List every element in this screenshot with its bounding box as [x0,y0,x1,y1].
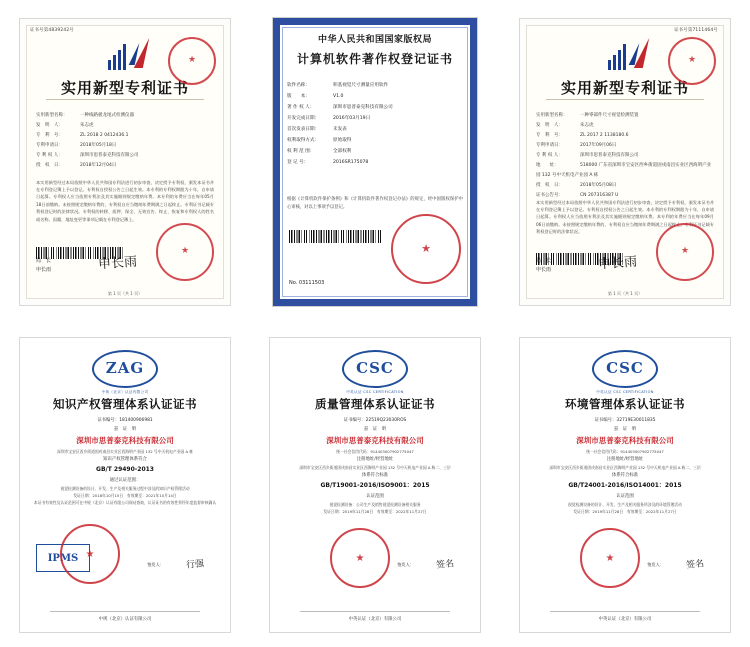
certificate-title: 环境管理体系认证证书 [565,397,685,411]
gallery-cell-3[interactable] [500,0,750,323]
logo-subtitle: 中英认证 CSC CERTIFICATION [346,390,404,394]
certificate-utility-model-patent-2[interactable] [519,18,731,306]
csc-logo-icon: CSC 中英认证 CSC CERTIFICATION [270,350,480,395]
body-line: 认证范围 [616,494,634,499]
official-seal: ★ [330,528,390,588]
certificate-quality-management-system[interactable] [269,337,481,633]
certificate-environment-management-system[interactable] [519,337,731,633]
certificate-body [282,416,468,515]
gallery-cell-4[interactable] [0,323,250,647]
logo-subtitle: 中英认证 CSC CERTIFICATION [596,390,654,394]
certificate-body [32,416,218,506]
scope-text: 视觉检测设备：公司生产及销售视觉检测设备相关服务 [329,502,421,507]
certificate-title: 计算机软件著作权登记证书 [296,51,453,66]
certificate-serial-number: 证书号第4839242号 [30,27,74,33]
gallery-cell-6[interactable] [500,323,750,647]
title-divider [46,99,204,100]
csc-logo-icon: CSC 中英认证 CSC CERTIFICATION [520,350,730,395]
certificate-body-text: 本实用新型经过本局依照中华人民共和国专利法进行初步审查，决定授予专利权，颁发本证书并在专利登记簿上予以登记。专利权自授权公告之日起生效。本专利的专利权期限为十年，自申请日起算。专利权人应当依照专利法及其实施细则规定缴纳年费。本专利的年费应当在每年09月06日前缴纳。未按照规定缴纳年费的，专利权自应当缴纳年费期满之日起终止。专利证书记载专利权登记时的法律状况。 [536,199,714,235]
page-number: 第 1 页（共 1 页） [607,290,643,296]
field-row: 实用新型名称： 一种线路板龙尾式检测仪器 [36,112,134,118]
validity-dates: 发证日期：2019年11月28日 有效期至：2022年11月27日 [573,509,677,514]
certificate-utility-model-patent-1[interactable] [19,18,231,306]
body-line: 注册地址/经营地址 [606,457,644,462]
field-row: 专 利 号： ZL 2018 2 0412436.1 [36,132,129,138]
official-seal-top: ★ [168,37,216,85]
issuer-footer: 中英认证（北京）有限公司 [520,611,730,622]
certificate-fields [287,80,463,168]
certificate-title: 实用新型专利证书 [60,78,189,97]
title-divider [546,99,704,100]
body-line: 体系符合标准 [361,473,389,478]
ipms-badge: IPMS [36,544,90,572]
certificate-title: 知识产权管理体系认证证书 [53,397,197,411]
official-seal: ★ [580,528,640,588]
field-row: 专 利 权 人： 深圳市思普泰克科技有限公司 [536,152,639,158]
company-name: 深圳市思普泰克科技有限公司 [576,436,674,445]
certificate-body [532,416,718,515]
field-row: 版 本： V1.0 [287,93,344,99]
certificate-fields [536,111,714,201]
body-line: 通过认证范围： [109,478,141,483]
field-row: 登 记 号： 2016SR175078 [287,159,369,165]
field-row: 地 址： 518000 广东省深圳市宝安区西乡街道固戍南昌实业区西海明产业园 132 号中天机电产业园 A 栋 [536,162,712,178]
company-name: 深圳市思普泰克科技有限公司 [76,436,174,445]
logo-subtitle: 中规（北京）认证有限公司 [101,390,149,394]
field-row: 开发完成日期： 2016年03月19日 [287,115,371,121]
scope-text: 视觉检测设备的设计、开发、生产及相关服务所涉及的环境管理活动 [568,502,682,507]
scope-text: 视觉检测设备的设计、开发、生产及相关服务过程中涉及的知识产权管理活动 [60,486,190,491]
body-line: 兹 证 明 [364,427,386,432]
credit-code: 统一社会信用代码：914403007902775047 [586,449,664,454]
official-seal-top: ★ [668,37,716,85]
issuer-footer: 中规（北京）认证有限公司 [20,611,230,622]
standard-code: GB/T 29490-2013 [96,466,154,473]
issuer-title: 局 长 申长雨 [36,257,52,273]
field-row: 专利申请日： 2017年09月06日 [536,142,617,148]
page-number: 第 1 页（共 1 页） [107,290,143,296]
field-row: 授 权 日： 2018年12月04日 [36,162,117,168]
zag-logo-icon: ZAG 中规（北京）认证有限公司 [20,350,230,395]
field-row: 首次发表日期： 未发表 [287,126,347,132]
field-row: 发 明 人： 朱志虎 [536,122,594,128]
field-row: 著 作 权 人： 深圳市思普泰克科技有限公司 [287,104,393,110]
credit-code: 统一社会信用代码：914403007902775047 [336,449,414,454]
issuer-signature: 申长雨 [97,254,138,272]
issuer-signature: 签名 [685,559,705,571]
official-seal-bottom: ★ [656,223,714,281]
field-row: 实用新型名称： 一种零部件尺寸视觉检测装置 [536,112,639,118]
company-address: 深圳市宝安区西乡街道固戍南昌实业区西海明产业园 132 号中天机电产业园 A 栋二、三层 [549,465,701,470]
standard-code: GB/T19001-2016/ISO9001：2015 [320,482,430,489]
certificate-fields [36,111,214,171]
field-row: 授 权 日： 2018年05月08日 [536,182,617,188]
gallery-cell-1[interactable] [0,0,250,323]
field-row: 发 明 人： 朱志虎 [36,122,94,128]
certificate-title: 实用新型专利证书 [560,78,689,97]
field-row: 专 利 号： ZL 2017 2 1138180.6 [536,132,629,138]
cert-no: 证书编号：22519Q23030ROS [343,418,407,423]
official-seal: ★ [60,524,120,584]
issuing-authority: 中华人民共和国国家版权局 [317,34,432,45]
field-row: 专 利 权 人： 深圳市思普泰克科技有限公司 [36,152,139,158]
certificate-header [273,32,477,67]
company-address: 深圳市宝安区西乡街道固戍南昌实业区西海明产业园 132 号中天机电产业园 A 栋 [56,449,194,454]
certificate-number: No. 03111503 [289,279,325,286]
issuer-title: 局 长 申长雨 [536,257,552,273]
field-row: 软件名称： 积基视觉尺寸测量应用软件 [287,82,389,88]
issuer-footer: 中英认证（北京）有限公司 [270,611,480,622]
certificate-body-text: 本实用新型经过本局依照中华人民共和国专利法进行初步审查，决定授予专利权，颁发本证书并在专利登记簿上予以登记。专利权自授权公告之日起生效。本专利的专利权期限为十年，自申请日起算。专利权人应当依照专利法及其实施细则规定缴纳年费。本专利的年费应当在每年05月18日前缴纳。未按照规定缴纳年费的，专利权自应当缴纳年费期满之日起终止。专利证书记载专利权登记时的法律状况。专利权的转移、质押、保全、无效宣告、终止、恢复和专利权人的姓名或名称、国籍、地址变更等事项记载在专利登记簿上。 [36,179,214,222]
signature-label: 签发人： [647,562,664,567]
verification-note: 本证书有效性及认证范围可在中规（北京）认证有限公司网站查询，认证证书的有效性须经年度监督审核确认 [33,500,217,505]
cert-no: 证书编号：32719E30011835 [594,418,656,423]
issuer-signature: 申长雨 [597,254,638,272]
validity-dates: 发证日期：2018年10月15日 有效期至：2021年10月14日 [73,493,177,498]
signature-label: 签发人： [397,562,414,567]
body-line: 知识产权管理体系符合 [103,457,147,462]
standard-code: GB/T24001-2016/ISO14001：2015 [568,482,682,489]
field-row: 专利申请日： 2018年05月18日 [36,142,117,148]
field-row: 权利取得方式： 原始取得 [287,137,352,143]
official-seal: ★ [391,214,461,284]
body-line: 体系符合标准 [611,473,639,478]
certificate-software-copyright[interactable] [272,17,478,307]
certificate-serial-number: 证书号第7111464号 [674,27,718,33]
body-line: 注册地址/经营地址 [356,457,394,462]
certificate-title: 质量管理体系认证证书 [315,397,435,411]
issuer-signature: 签名 [435,559,455,571]
official-seal-bottom: ★ [156,223,214,281]
issuer-signature: 行强 [185,559,205,571]
body-line: 认证范围 [366,494,384,499]
barcode [289,230,381,243]
field-row: 证书公告号： CN 207316387 U [536,192,619,198]
gallery-cell-5[interactable] [250,323,500,647]
cert-no: 证书编号：181400906981 [97,418,153,423]
field-row: 权 利 范 围： 全部权利 [287,148,352,154]
validity-dates: 发证日期：2019年11月28日 有效期至：2022年11月27日 [323,509,427,514]
gallery-cell-2[interactable] [250,0,500,323]
company-address: 深圳市宝安区西乡街道固戍南昌实业区西海明产业园 132 号中天机电产业园 A 栋二、三层 [299,465,451,470]
certificate-note: 根据《计算机软件保护条例》和《计算机软件著作权登记办法》的规定，经中国版权保护中心审核，对以上事项予以登记。 [287,196,463,210]
signature-label: 签发人： [147,562,164,567]
body-line: 兹 证 明 [614,427,636,432]
certificate-ip-management-system[interactable] [19,337,231,633]
body-line: 兹 证 明 [114,427,136,432]
company-name: 深圳市思普泰克科技有限公司 [326,436,424,445]
